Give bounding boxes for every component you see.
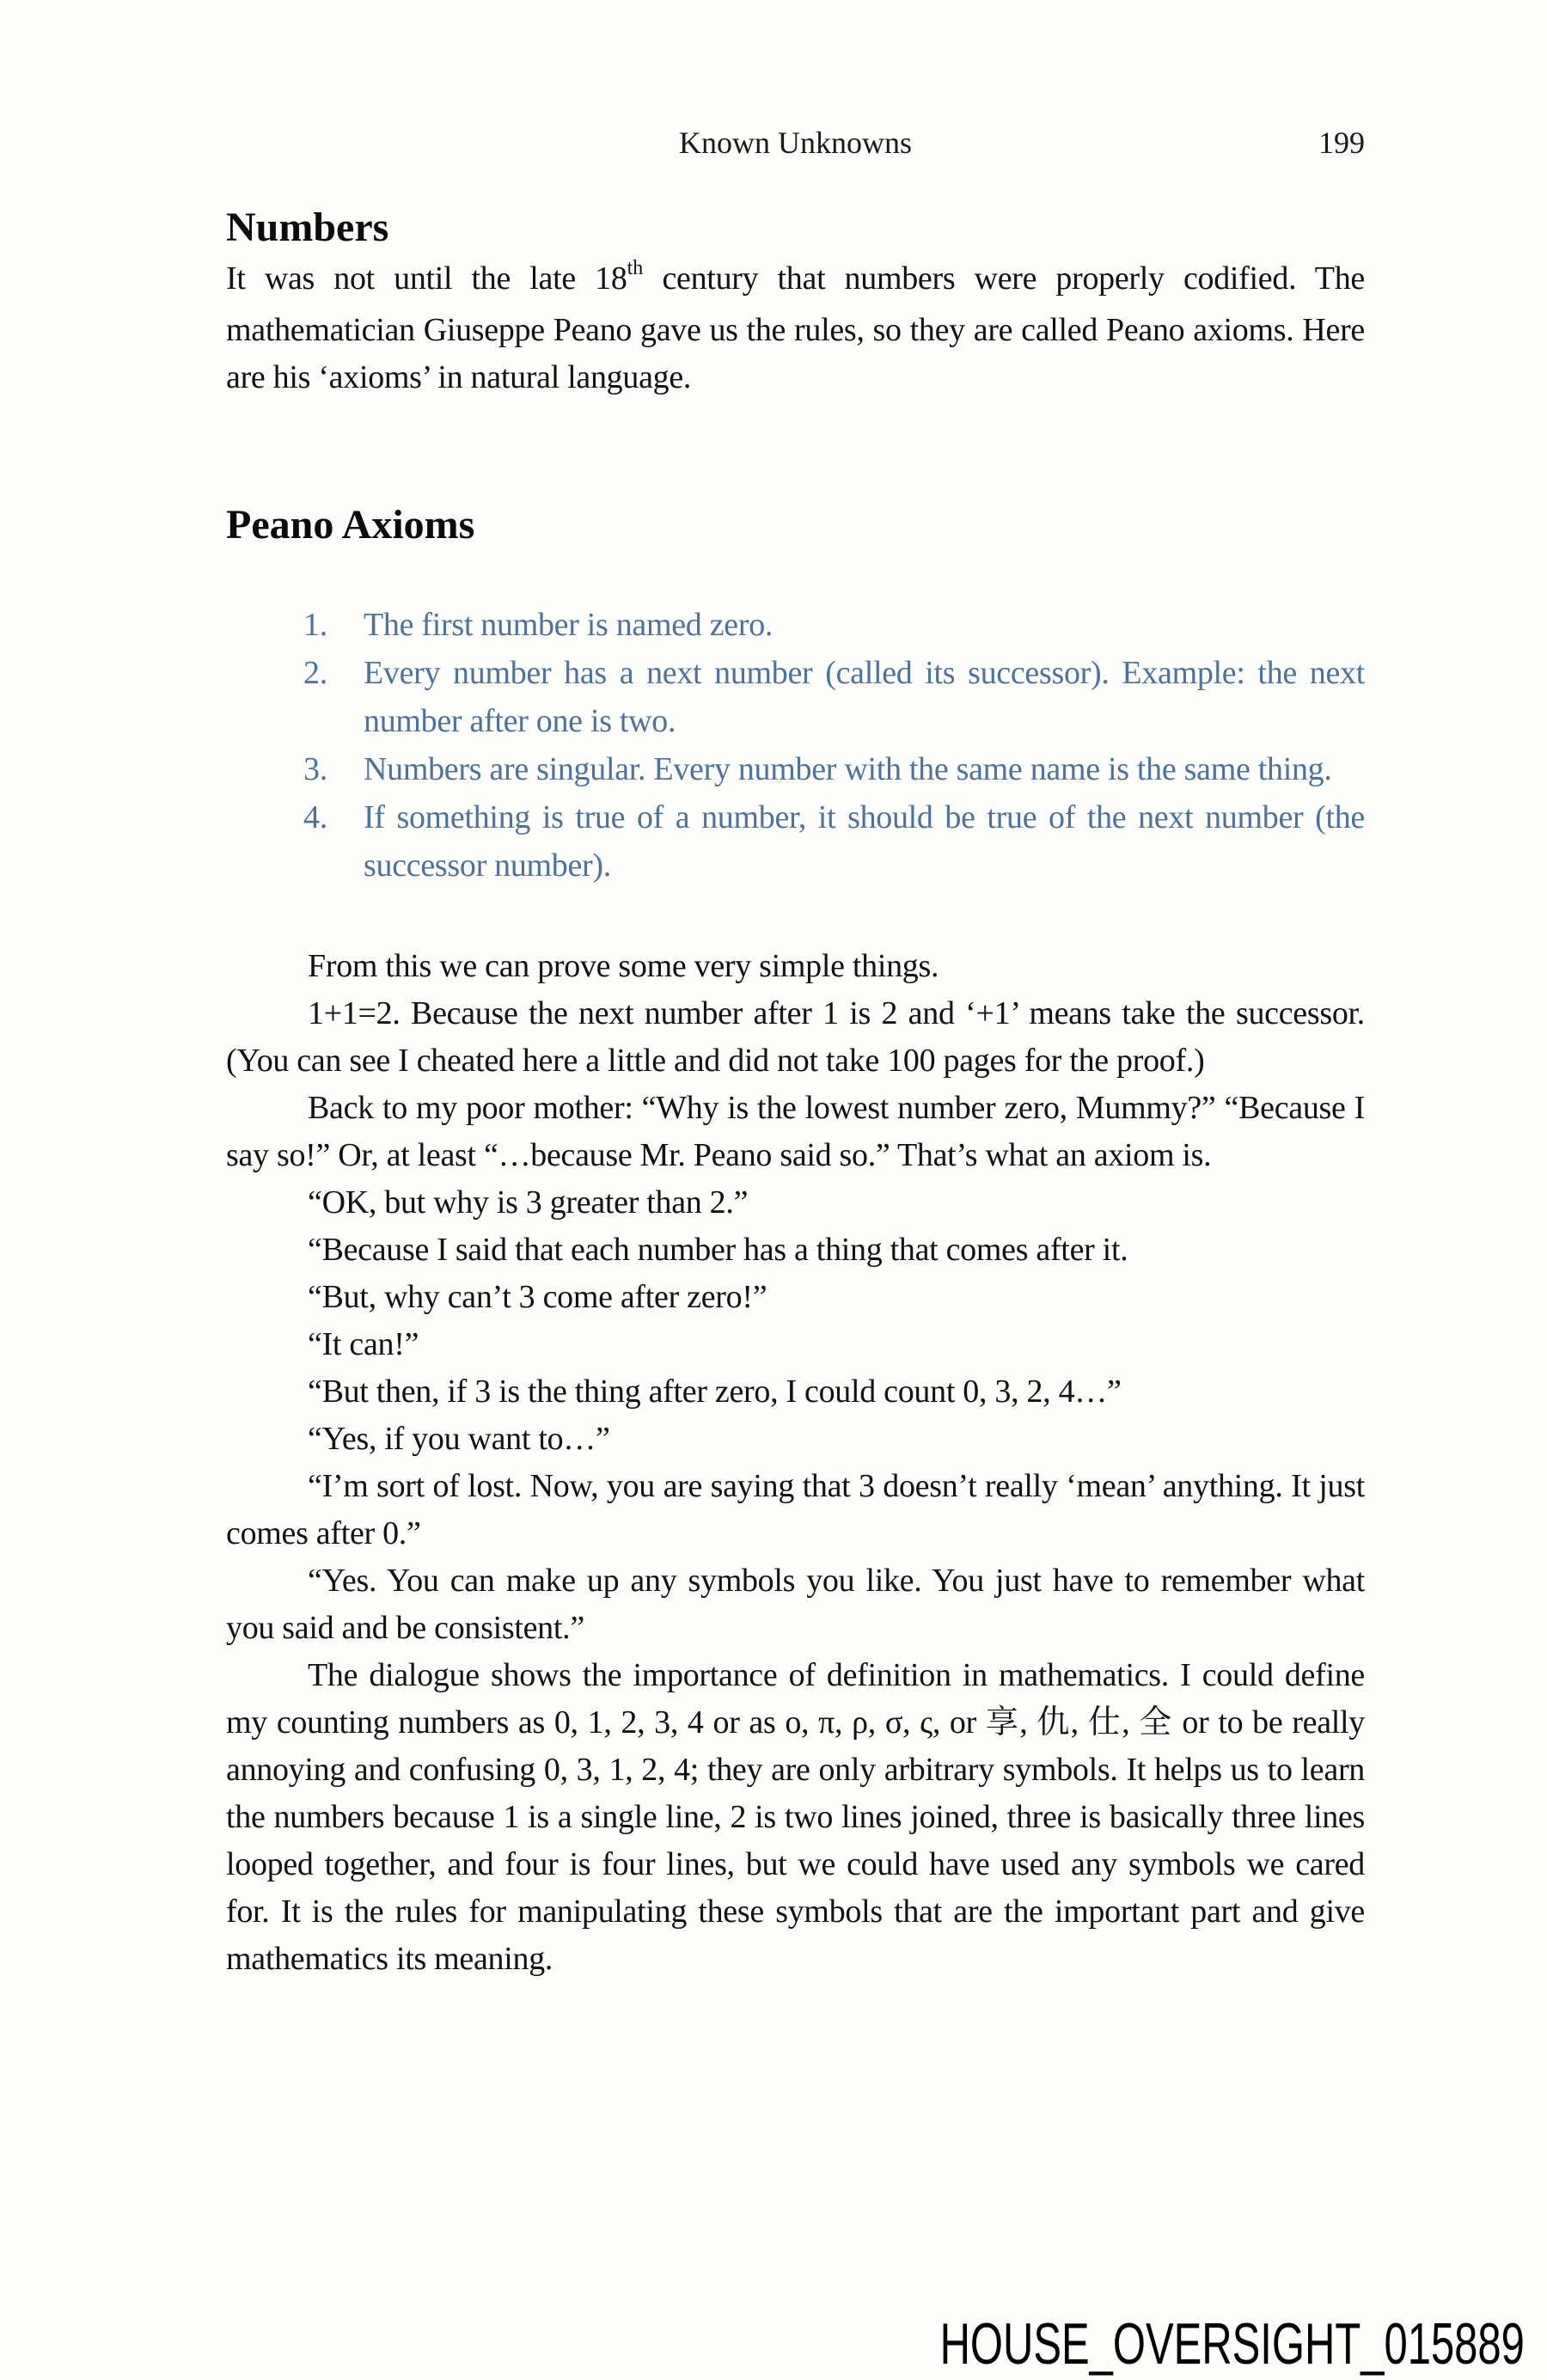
running-header <box>226 125 1365 161</box>
axiom-item-4 <box>226 793 1365 890</box>
paragraph-back-to-mother: Back to my poor mother: “Why is the lowest number zero, Mummy?” “Because I say so!” Or, at least “…because Mr. Peano said so.” That’s what an axiom is. <box>226 1090 1365 1173</box>
numbers-intro-paragraph <box>226 255 1365 401</box>
dialogue-line-im-sort-of-lost: “I’m sort of lost. Now, you are saying that 3 doesn’t really ‘mean’ anything. It just comes after 0.” <box>226 1468 1365 1551</box>
ordinal-superscript: th <box>627 257 644 279</box>
axiom-number: 3. <box>303 751 327 787</box>
axiom-number: 2. <box>303 655 327 691</box>
intro-text-start: It was not until the late 18 <box>226 260 627 297</box>
peano-axioms-heading: Peano Axioms <box>226 502 475 548</box>
peano-axioms-list <box>226 601 1365 890</box>
dialogue-line-but-why-cant: “But, why can’t 3 come after zero!” <box>308 1279 767 1315</box>
axiom-item-3 <box>226 745 1365 793</box>
dialogue-line-yes-you-can-make-up: “Yes. You can make up any symbols you like. You just have to remember what you said and be consistent.” <box>226 1563 1365 1646</box>
axiom-text: Every number has a next number (called its successor). Example: the next number after one is two. <box>364 655 1365 739</box>
dialogue-line-it-can: “It can!” <box>308 1326 419 1362</box>
body-text <box>226 943 1365 1983</box>
axiom-item-1 <box>226 601 1365 649</box>
text-column <box>226 0 1365 1983</box>
axiom-text: If something is true of a number, it should be true of the next number (the successor number). <box>364 799 1365 884</box>
numbers-heading: Numbers <box>226 205 389 250</box>
paragraph-from-this: From this we can prove some very simple things. <box>308 948 939 984</box>
axiom-text: The first number is named zero. <box>364 607 774 643</box>
axiom-number: 4. <box>303 799 327 835</box>
intro-text-end: century that numbers were properly codified. The mathematician Giuseppe Peano gave us the rules, so they are called Peano axioms. Here are his ‘axioms’ in natural language. <box>226 260 1365 395</box>
bates-number-stamp: HOUSE_OVERSIGHT_015889 <box>939 2311 1525 2377</box>
paragraph-dialogue-importance: The dialogue shows the importance of definition in mathematics. I could define my counting numbers as 0, 1, 2, 3, 4 or as o, π, ρ, σ, ς, or 享, 仇, 仕, 全 or to be really annoying and confusing 0, 3, 1, 2, 4; they are only arbitrary symbols. It helps us to learn the numbers because 1 is a single line, 2 is two lines joined, three is basically three lines looped together, and four is four lines, but we could have used any symbols we cared for. It is the rules for manipulating these symbols that are the important part and give mathematics its meaning. <box>226 1657 1365 1977</box>
dialogue-line-ok-but-why: “OK, but why is 3 greater than 2.” <box>308 1184 749 1221</box>
axiom-item-2 <box>226 649 1365 745</box>
paragraph-one-plus-one: 1+1=2. Because the next number after 1 is 2 and ‘+1’ means take the successor. (You can see I cheated here a little and did not take 100 pages for the proof.) <box>226 995 1365 1079</box>
axiom-number: 1. <box>303 607 327 643</box>
running-header-title: Known Unknowns <box>678 125 912 160</box>
page-number: 199 <box>1318 125 1365 160</box>
dialogue-line-but-then: “But then, if 3 is the thing after zero, I could count 0, 3, 2, 4…” <box>308 1374 1122 1410</box>
dialogue-line-because-i-said: “Because I said that each number has a thing that comes after it. <box>308 1232 1128 1268</box>
axiom-text: Numbers are singular. Every number with the same name is the same thing. <box>364 751 1332 787</box>
dialogue-line-yes-if-you-want: “Yes, if you want to…” <box>308 1421 610 1457</box>
